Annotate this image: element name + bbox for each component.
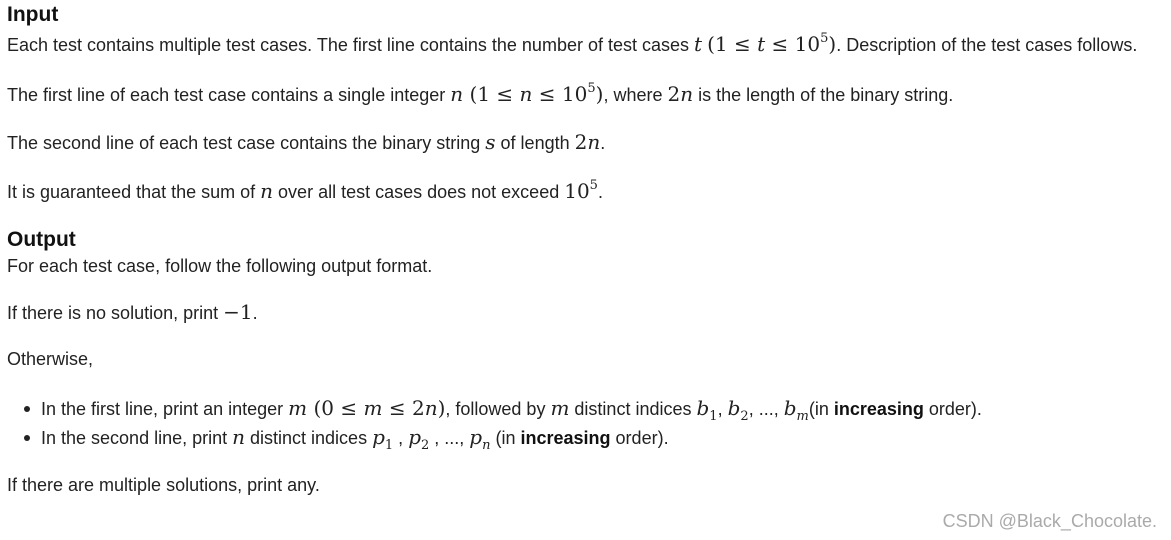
problem-statement bbox=[7, 0, 1162, 499]
output-paragraph-no-solution: If there is no solution, print −1. bbox=[7, 300, 258, 324]
watermark: CSDN @Black_Chocolate. bbox=[942, 511, 1157, 531]
output-bullet-list bbox=[7, 394, 1162, 452]
list-item: In the second line, print n distinct indices $p_1$ , $p_2$ , ..., $p_n$ (in increasing order). bbox=[41, 423, 1162, 452]
input-paragraph-guarantee: It is guaranteed that the sum of n over all test cases does not exceed $10^5$. bbox=[7, 178, 603, 203]
list-item: In the first line, print an integer m (0 ≤ m ≤ 2n), followed by m distinct indices $b_1$, $b_2$, ..., $b_m(in$ increasing order). bbox=[41, 394, 1162, 423]
input-paragraph-test-count: Each test contains multiple test cases. The first line contains the number of test cases t $(1 \le t \le 10^5)$. Description of the test cases follows. bbox=[7, 31, 1138, 56]
input-paragraph-string: The second line of each test case contains the binary string s of length 2n. bbox=[7, 130, 606, 154]
output-paragraph-otherwise: Otherwise, bbox=[7, 349, 94, 369]
output-paragraph-format: For each test case, follow the following output format. bbox=[7, 256, 433, 276]
output-heading: Output bbox=[7, 228, 76, 251]
input-heading: Input bbox=[7, 3, 59, 26]
output-paragraph-multiple: If there are multiple solutions, print any. bbox=[7, 475, 320, 495]
input-paragraph-n: The first line of each test case contains a single integer n $(1 \le n \le 10^5)$, where 2n is the length of the binary string. bbox=[7, 81, 954, 106]
